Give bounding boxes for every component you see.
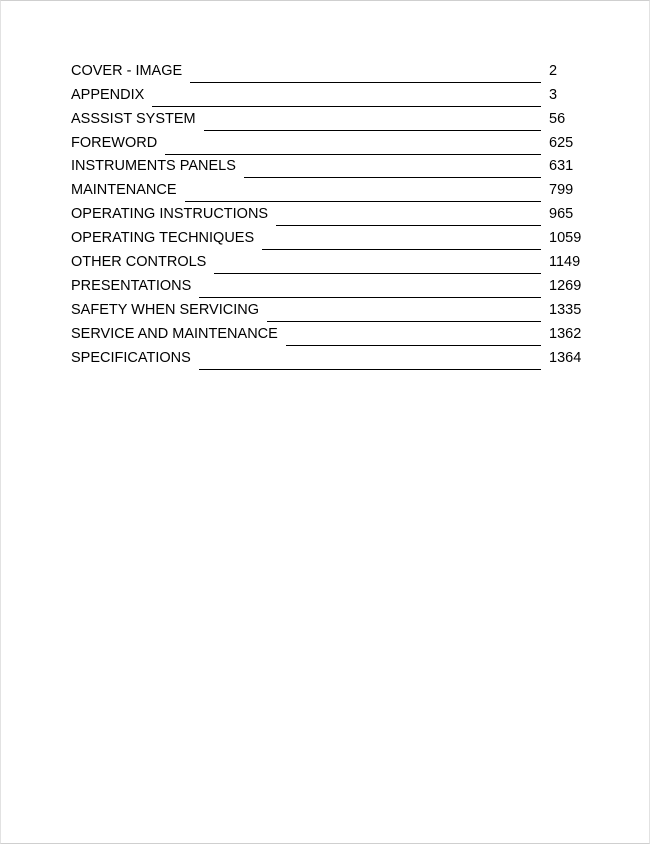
toc-entry-other-controls[interactable] — [71, 250, 591, 274]
toc-entry-operating-instructions[interactable] — [71, 202, 591, 226]
toc-entry-presentations[interactable] — [71, 274, 591, 298]
toc-entry-page: 1364 — [549, 349, 582, 366]
toc-entry-maintenance[interactable] — [71, 178, 591, 202]
toc-entry-page: 56 — [549, 110, 566, 127]
toc-entry-page: 1335 — [549, 301, 582, 318]
toc-entry-specifications[interactable] — [71, 346, 591, 370]
toc-entry-title: APPENDIX — [71, 86, 145, 103]
toc-entry-service-and-maintenance[interactable] — [71, 322, 591, 346]
toc-entry-title: INSTRUMENTS PANELS — [71, 158, 236, 175]
toc-entry-operating-techniques[interactable] — [71, 226, 591, 250]
toc-entry-foreword[interactable] — [71, 131, 591, 155]
toc-entry-title: SAFETY WHEN SERVICING — [71, 301, 259, 318]
toc-entry-page: 965 — [549, 206, 574, 223]
toc-entry-title: SPECIFICATIONS — [71, 349, 191, 366]
toc-entry-title: SERVICE AND MAINTENANCE — [71, 325, 278, 342]
toc-entry-title: COVER - IMAGE — [71, 62, 183, 79]
toc-entry-page: 1059 — [549, 230, 582, 247]
toc-entry-title: ASSSIST SYSTEM — [71, 110, 196, 127]
toc-entry-instruments-panels[interactable] — [71, 155, 591, 179]
toc-entry-page: 3 — [549, 86, 558, 103]
toc-entry-title: MAINTENANCE — [71, 182, 177, 199]
toc-entry-page: 631 — [549, 158, 574, 175]
toc-entry-title: FOREWORD — [71, 134, 158, 151]
toc-entry-page: 1269 — [549, 277, 582, 294]
toc-entry-page: 799 — [549, 182, 574, 199]
toc-entry-page: 1362 — [549, 325, 582, 342]
toc-entry-assist-system[interactable] — [71, 107, 591, 131]
toc-entry-title: OTHER CONTROLS — [71, 254, 207, 271]
toc-entry-appendix[interactable] — [71, 83, 591, 107]
toc-entry-page: 1149 — [549, 254, 581, 271]
toc-entry-title: OPERATING INSTRUCTIONS — [71, 206, 269, 223]
toc-entry-cover-image[interactable] — [71, 59, 591, 83]
toc-leader-line — [199, 368, 541, 370]
toc-entry-page: 2 — [549, 62, 558, 79]
toc-entry-title: PRESENTATIONS — [71, 277, 192, 294]
toc-entry-page: 625 — [549, 134, 574, 151]
table-of-contents — [71, 59, 591, 370]
toc-entry-safety-when-servicing[interactable] — [71, 298, 591, 322]
toc-entry-title: OPERATING TECHNIQUES — [71, 230, 255, 247]
